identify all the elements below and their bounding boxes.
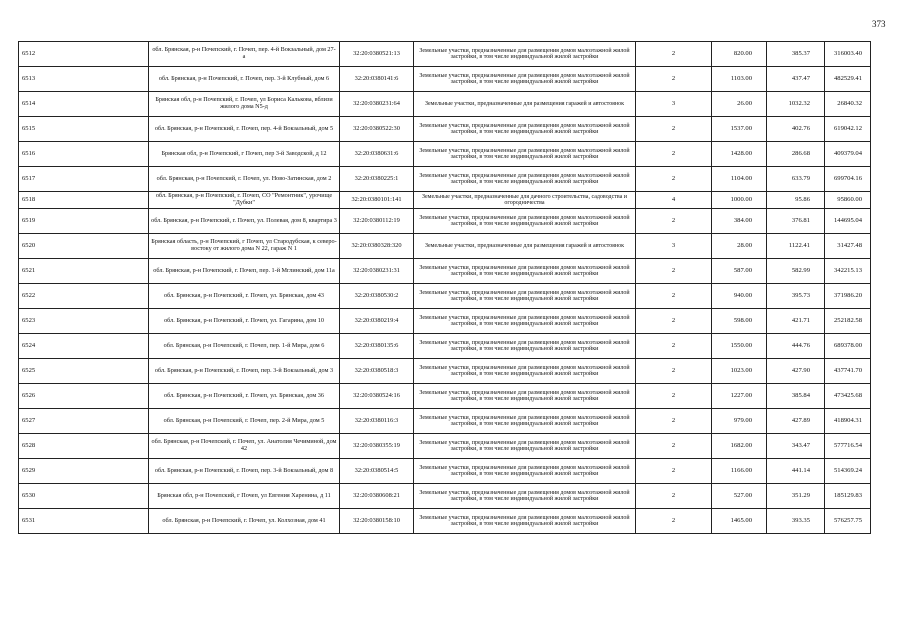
- table-row: [19, 509, 871, 534]
- cadastral-value-cell: 342215.13: [825, 259, 871, 284]
- page-number: 373: [872, 19, 886, 29]
- row-number-cell: 6530: [19, 484, 149, 509]
- land-use-cell: Земельные участки, предназначенные для размещения домов малоэтажной жилой застройки, в том числе индивидуальной жилой застройки: [414, 284, 636, 309]
- specific-value-cell: 385.84: [767, 384, 825, 409]
- table-row: [19, 284, 871, 309]
- cadastral-number-cell: 32:20:0380514:5: [340, 459, 414, 484]
- row-number-cell: 6524: [19, 334, 149, 359]
- specific-value-cell: 343.47: [767, 434, 825, 459]
- address-cell: Брянская область, р-н Почепский, г Почеп, ул Стародубская, к северо-востоку от жилого дома N 22, гараж N 1: [149, 234, 340, 259]
- row-number-cell: 6531: [19, 509, 149, 534]
- table-row: [19, 92, 871, 117]
- cadastral-value-cell: 619042.12: [825, 117, 871, 142]
- address-cell: обл. Брянская, р-н Почепский, г. Почеп, пер. 3-й Вокзальный, дом 3: [149, 359, 340, 384]
- cadastral-number-cell: 32:20:0380631:6: [340, 142, 414, 167]
- address-cell: обл. Брянская, р-н Почепский, г. Почеп, ул. Брянская, дом 43: [149, 284, 340, 309]
- row-number-cell: 6518: [19, 192, 149, 209]
- land-use-cell: Земельные участки, предназначенные для размещения домов малоэтажной жилой застройки, в том числе индивидуальной жилой застройки: [414, 434, 636, 459]
- table-row: [19, 117, 871, 142]
- category-cell: 4: [636, 192, 712, 209]
- land-use-cell: Земельные участки, предназначенные для размещения домов малоэтажной жилой застройки, в том числе индивидуальной жилой застройки: [414, 117, 636, 142]
- cadastral-value-cell: 473425.68: [825, 384, 871, 409]
- cadastral-value-cell: 26840.32: [825, 92, 871, 117]
- cadastral-number-cell: 32:20:0380522:30: [340, 117, 414, 142]
- land-use-cell: Земельные участки, предназначенные для размещения домов малоэтажной жилой застройки, в том числе индивидуальной жилой застройки: [414, 42, 636, 67]
- address-cell: Брянская обл, р-н Почепский, г. Почеп, ул Бориса Калькова, вблизи жилого дома N5-д: [149, 92, 340, 117]
- specific-value-cell: 427.90: [767, 359, 825, 384]
- cadastral-value-cell: 144695.04: [825, 209, 871, 234]
- cadastral-value-cell: 437741.70: [825, 359, 871, 384]
- specific-value-cell: 395.73: [767, 284, 825, 309]
- area-cell: 587.00: [712, 259, 767, 284]
- specific-value-cell: 95.86: [767, 192, 825, 209]
- cadastral-value-cell: 514369.24: [825, 459, 871, 484]
- cadastral-value-cell: 371986.20: [825, 284, 871, 309]
- row-number-cell: 6527: [19, 409, 149, 434]
- cadastral-value-cell: 31427.48: [825, 234, 871, 259]
- table-row: [19, 459, 871, 484]
- area-cell: 1166.00: [712, 459, 767, 484]
- cadastral-number-cell: 32:20:0380225:1: [340, 167, 414, 192]
- table-row: [19, 67, 871, 92]
- category-cell: 2: [636, 334, 712, 359]
- land-registry-table: [18, 41, 871, 534]
- specific-value-cell: 427.89: [767, 409, 825, 434]
- land-use-cell: Земельные участки, предназначенные для размещения домов малоэтажной жилой застройки, в том числе индивидуальной жилой застройки: [414, 67, 636, 92]
- area-cell: 1682.00: [712, 434, 767, 459]
- land-use-cell: Земельные участки, предназначенные для размещения домов малоэтажной жилой застройки, в том числе индивидуальной жилой застройки: [414, 484, 636, 509]
- area-cell: 384.00: [712, 209, 767, 234]
- specific-value-cell: 1032.32: [767, 92, 825, 117]
- cadastral-value-cell: 316003.40: [825, 42, 871, 67]
- cadastral-number-cell: 32:20:0380355:19: [340, 434, 414, 459]
- table-row: [19, 234, 871, 259]
- cadastral-number-cell: 32:20:0380524:16: [340, 384, 414, 409]
- specific-value-cell: 437.47: [767, 67, 825, 92]
- category-cell: 2: [636, 142, 712, 167]
- cadastral-number-cell: 32:20:0380158:10: [340, 509, 414, 534]
- row-number-cell: 6517: [19, 167, 149, 192]
- address-cell: обл. Брянская, р-н Почепский, г. Почеп, пер. 1-й Мглинский, дом 11а: [149, 259, 340, 284]
- specific-value-cell: 633.79: [767, 167, 825, 192]
- area-cell: 1550.00: [712, 334, 767, 359]
- row-number-cell: 6519: [19, 209, 149, 234]
- address-cell: обл. Брянская, р-н Почепский, г. Почеп, пер. 4-й Вокзальный, дом 27-а: [149, 42, 340, 67]
- cadastral-number-cell: 32:20:0380328:320: [340, 234, 414, 259]
- area-cell: 1000.00: [712, 192, 767, 209]
- land-use-cell: Земельные участки, предназначенные для размещения домов малоэтажной жилой застройки, в том числе индивидуальной жилой застройки: [414, 509, 636, 534]
- cadastral-value-cell: 699704.16: [825, 167, 871, 192]
- table-row: [19, 359, 871, 384]
- table-row: [19, 259, 871, 284]
- table-row: [19, 209, 871, 234]
- table-row: [19, 434, 871, 459]
- land-use-cell: Земельные участки, предназначенные для размещения домов малоэтажной жилой застройки, в том числе индивидуальной жилой застройки: [414, 409, 636, 434]
- cadastral-number-cell: 32:20:0380231:64: [340, 92, 414, 117]
- category-cell: 2: [636, 434, 712, 459]
- address-cell: обл. Брянская, р-н Почепский, г. Почеп, пер. 4-й Вокзальный, дом 5: [149, 117, 340, 142]
- category-cell: 3: [636, 234, 712, 259]
- table-row: [19, 384, 871, 409]
- row-number-cell: 6521: [19, 259, 149, 284]
- area-cell: 1227.00: [712, 384, 767, 409]
- address-cell: обл. Брянская, р-н Почепский, г. Почеп, ул. Брянская, дом 36: [149, 384, 340, 409]
- address-cell: обл. Брянская, р-н Почепский, г. Почеп, ул. Колхозная, дом 41: [149, 509, 340, 534]
- address-cell: обл. Брянская, р-н Почепский, г. Почеп, пер. 1-й Мира, дом 6: [149, 334, 340, 359]
- cadastral-value-cell: 482529.41: [825, 67, 871, 92]
- category-cell: 2: [636, 42, 712, 67]
- area-cell: 1103.00: [712, 67, 767, 92]
- category-cell: 2: [636, 67, 712, 92]
- cadastral-number-cell: 32:20:0380135:6: [340, 334, 414, 359]
- specific-value-cell: 1122.41: [767, 234, 825, 259]
- specific-value-cell: 441.14: [767, 459, 825, 484]
- specific-value-cell: 402.76: [767, 117, 825, 142]
- specific-value-cell: 286.68: [767, 142, 825, 167]
- table-row: [19, 192, 871, 209]
- land-use-cell: Земельные участки, предназначенные для дачного строительства, садоводства и огородничества: [414, 192, 636, 209]
- area-cell: 1537.00: [712, 117, 767, 142]
- address-cell: Брянская обл, р-н Почепский, г Почеп, пер 3-й Заводской, д 12: [149, 142, 340, 167]
- land-use-cell: Земельные участки, предназначенные для размещения домов малоэтажной жилой застройки, в том числе индивидуальной жилой застройки: [414, 384, 636, 409]
- land-use-cell: Земельные участки, предназначенные для размещения домов малоэтажной жилой застройки, в том числе индивидуальной жилой застройки: [414, 309, 636, 334]
- row-number-cell: 6523: [19, 309, 149, 334]
- land-use-cell: Земельные участки, предназначенные для размещения домов малоэтажной жилой застройки, в том числе индивидуальной жилой застройки: [414, 334, 636, 359]
- category-cell: 2: [636, 167, 712, 192]
- specific-value-cell: 351.29: [767, 484, 825, 509]
- table-row: [19, 167, 871, 192]
- row-number-cell: 6526: [19, 384, 149, 409]
- area-cell: 1428.00: [712, 142, 767, 167]
- cadastral-number-cell: 32:20:0380116:3: [340, 409, 414, 434]
- cadastral-value-cell: 418904.31: [825, 409, 871, 434]
- cadastral-number-cell: 32:20:0380608:21: [340, 484, 414, 509]
- cadastral-value-cell: 95860.00: [825, 192, 871, 209]
- category-cell: 2: [636, 259, 712, 284]
- category-cell: 2: [636, 117, 712, 142]
- table-row: [19, 484, 871, 509]
- specific-value-cell: 393.35: [767, 509, 825, 534]
- category-cell: 2: [636, 284, 712, 309]
- address-cell: обл. Брянская, р-н Почепский, г. Почеп, ул. Полевая, дом 8, квартира 3: [149, 209, 340, 234]
- specific-value-cell: 376.81: [767, 209, 825, 234]
- area-cell: 1465.00: [712, 509, 767, 534]
- specific-value-cell: 444.76: [767, 334, 825, 359]
- table-row: [19, 142, 871, 167]
- area-cell: 26.00: [712, 92, 767, 117]
- row-number-cell: 6522: [19, 284, 149, 309]
- address-cell: обл. Брянская, р-н Почепский, г. Почеп, пер. 3-й Клубный, дом 6: [149, 67, 340, 92]
- area-cell: 979.00: [712, 409, 767, 434]
- cadastral-number-cell: 32:20:0380101:141: [340, 192, 414, 209]
- row-number-cell: 6516: [19, 142, 149, 167]
- cadastral-value-cell: 577716.54: [825, 434, 871, 459]
- cadastral-value-cell: 185129.83: [825, 484, 871, 509]
- category-cell: 2: [636, 409, 712, 434]
- category-cell: 3: [636, 92, 712, 117]
- address-cell: обл. Брянская, р-н Почепский, г. Почеп, СО "Ремонтник", урочище "Дубки": [149, 192, 340, 209]
- category-cell: 2: [636, 309, 712, 334]
- area-cell: 28.00: [712, 234, 767, 259]
- address-cell: Брянская обл, р-н Почепский, г Почеп, ул Евгения Харенина, д 11: [149, 484, 340, 509]
- land-use-cell: Земельные участки, предназначенные для размещения домов малоэтажной жилой застройки, в том числе индивидуальной жилой застройки: [414, 359, 636, 384]
- specific-value-cell: 421.71: [767, 309, 825, 334]
- specific-value-cell: 582.99: [767, 259, 825, 284]
- table-body: [19, 42, 871, 534]
- category-cell: 2: [636, 384, 712, 409]
- cadastral-number-cell: 32:20:0380112:19: [340, 209, 414, 234]
- category-cell: 2: [636, 209, 712, 234]
- cadastral-number-cell: 32:20:0380521:13: [340, 42, 414, 67]
- table-row: [19, 42, 871, 67]
- cadastral-value-cell: 252182.58: [825, 309, 871, 334]
- cadastral-value-cell: 689378.00: [825, 334, 871, 359]
- cadastral-number-cell: 32:20:0380141:6: [340, 67, 414, 92]
- row-number-cell: 6528: [19, 434, 149, 459]
- row-number-cell: 6515: [19, 117, 149, 142]
- row-number-cell: 6512: [19, 42, 149, 67]
- land-use-cell: Земельные участки, предназначенные для размещения домов малоэтажной жилой застройки, в том числе индивидуальной жилой застройки: [414, 142, 636, 167]
- table-row: [19, 334, 871, 359]
- land-use-cell: Земельные участки, предназначенные для размещения домов малоэтажной жилой застройки, в том числе индивидуальной жилой застройки: [414, 209, 636, 234]
- address-cell: обл. Брянская, р-н Почепский, г. Почеп, пер. 2-й Мира, дом 5: [149, 409, 340, 434]
- row-number-cell: 6513: [19, 67, 149, 92]
- address-cell: обл. Брянская, р-н Почепский, г. Почеп, пер. 3-й Вокзальный, дом 8: [149, 459, 340, 484]
- category-cell: 2: [636, 484, 712, 509]
- area-cell: 940.00: [712, 284, 767, 309]
- row-number-cell: 6520: [19, 234, 149, 259]
- cadastral-number-cell: 32:20:0380219:4: [340, 309, 414, 334]
- category-cell: 2: [636, 509, 712, 534]
- address-cell: обл. Брянская, р-н Почепский, г. Почеп, ул. Гагарина, дом 10: [149, 309, 340, 334]
- area-cell: 598.00: [712, 309, 767, 334]
- category-cell: 2: [636, 359, 712, 384]
- area-cell: 1104.00: [712, 167, 767, 192]
- table-row: [19, 409, 871, 434]
- land-use-cell: Земельные участки, предназначенные для размещения домов малоэтажной жилой застройки, в том числе индивидуальной жилой застройки: [414, 259, 636, 284]
- area-cell: 527.00: [712, 484, 767, 509]
- land-use-cell: Земельные участки, предназначенные для размещения домов малоэтажной жилой застройки, в том числе индивидуальной жилой застройки: [414, 459, 636, 484]
- cadastral-number-cell: 32:20:0380518:3: [340, 359, 414, 384]
- cadastral-value-cell: 409379.04: [825, 142, 871, 167]
- category-cell: 2: [636, 459, 712, 484]
- address-cell: обл. Брянская, р-н Почепский, г. Почеп, ул. Ново-Затинская, дом 2: [149, 167, 340, 192]
- land-use-cell: Земельные участки, предназначенные для размещения гаражей и автостоянок: [414, 92, 636, 117]
- row-number-cell: 6529: [19, 459, 149, 484]
- land-use-cell: Земельные участки, предназначенные для размещения домов малоэтажной жилой застройки, в том числе индивидуальной жилой застройки: [414, 167, 636, 192]
- row-number-cell: 6525: [19, 359, 149, 384]
- address-cell: обл. Брянская, р-н Почепский, г. Почеп, ул. Анатолия Чечиминой, дом 42: [149, 434, 340, 459]
- area-cell: 1023.00: [712, 359, 767, 384]
- table-row: [19, 309, 871, 334]
- row-number-cell: 6514: [19, 92, 149, 117]
- land-use-cell: Земельные участки, предназначенные для размещения гаражей и автостоянок: [414, 234, 636, 259]
- cadastral-number-cell: 32:20:0380231:31: [340, 259, 414, 284]
- cadastral-value-cell: 576257.75: [825, 509, 871, 534]
- area-cell: 820.00: [712, 42, 767, 67]
- specific-value-cell: 385.37: [767, 42, 825, 67]
- cadastral-number-cell: 32:20:0380530:2: [340, 284, 414, 309]
